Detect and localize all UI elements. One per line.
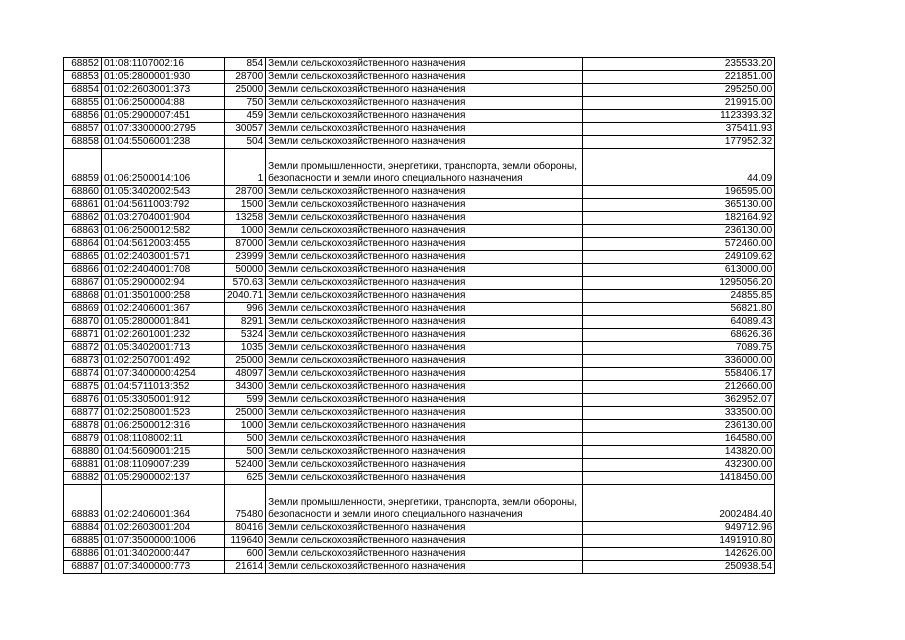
table-row — [64, 251, 775, 264]
row-number-cell: 68877 — [64, 407, 102, 420]
cadastral-number-cell: 01:07:3300000:2795 — [102, 123, 225, 136]
land-category-cell: Земли сельскохозяйственного назначения — [266, 394, 583, 407]
cadastral-number-cell: 01:02:2601001:232 — [102, 329, 225, 342]
cadastral-cost-cell: 333500.00 — [583, 407, 775, 420]
land-category-cell: Земли сельскохозяйственного назначения — [266, 84, 583, 97]
area-cell: 1500 — [225, 199, 266, 212]
row-number-cell: 68887 — [64, 561, 102, 574]
table-row — [64, 58, 775, 71]
row-number-cell: 68873 — [64, 355, 102, 368]
row-number-cell: 68858 — [64, 136, 102, 149]
land-category-cell: Земли сельскохозяйственного назначения — [266, 548, 583, 561]
land-category-cell: Земли сельскохозяйственного назначения — [266, 123, 583, 136]
row-number-cell: 68886 — [64, 548, 102, 561]
table-row — [64, 407, 775, 420]
cadastral-cost-cell: 235533.20 — [583, 58, 775, 71]
cadastral-number-cell: 01:02:2404001:708 — [102, 264, 225, 277]
table-row — [64, 123, 775, 136]
table-row — [64, 459, 775, 472]
land-category-cell: Земли сельскохозяйственного назначения — [266, 110, 583, 123]
cadastral-number-cell: 01:04:5611003:792 — [102, 199, 225, 212]
table-row — [64, 381, 775, 394]
area-cell: 30057 — [225, 123, 266, 136]
area-cell: 750 — [225, 97, 266, 110]
table-row — [64, 186, 775, 199]
cadastral-number-cell: 01:04:5506001:238 — [102, 136, 225, 149]
table-row — [64, 433, 775, 446]
land-register-sheet — [63, 57, 775, 574]
area-cell: 34300 — [225, 381, 266, 394]
table-row — [64, 84, 775, 97]
area-cell: 600 — [225, 548, 266, 561]
cadastral-cost-cell: 2002484.40 — [583, 485, 775, 522]
cadastral-number-cell: 01:07:3500000:1006 — [102, 535, 225, 548]
row-number-cell: 68853 — [64, 71, 102, 84]
cadastral-cost-cell: 432300.00 — [583, 459, 775, 472]
land-category-cell: Земли сельскохозяйственного назначения — [266, 407, 583, 420]
cadastral-number-cell: 01:02:2508001:523 — [102, 407, 225, 420]
cadastral-number-cell: 01:05:3305001:912 — [102, 394, 225, 407]
cadastral-cost-cell: 1123393.32 — [583, 110, 775, 123]
area-cell: 119640 — [225, 535, 266, 548]
table-row — [64, 290, 775, 303]
row-number-cell: 68859 — [64, 149, 102, 186]
cadastral-number-cell: 01:06:2500012:316 — [102, 420, 225, 433]
table-row — [64, 97, 775, 110]
table-row — [64, 71, 775, 84]
row-number-cell: 68869 — [64, 303, 102, 316]
land-category-cell: Земли сельскохозяйственного назначения — [266, 446, 583, 459]
land-category-cell: Земли сельскохозяйственного назначения — [266, 264, 583, 277]
land-category-cell: Земли сельскохозяйственного назначения — [266, 97, 583, 110]
land-category-cell: Земли сельскохозяйственного назначения — [266, 225, 583, 238]
cadastral-number-cell: 01:05:2900002:94 — [102, 277, 225, 290]
cadastral-cost-cell: 56821.80 — [583, 303, 775, 316]
land-category-cell: Земли сельскохозяйственного назначения — [266, 368, 583, 381]
cadastral-cost-cell: 375411.93 — [583, 123, 775, 136]
cadastral-cost-cell: 613000.00 — [583, 264, 775, 277]
table-row — [64, 303, 775, 316]
land-category-cell: Земли сельскохозяйственного назначения — [266, 329, 583, 342]
land-category-cell: Земли сельскохозяйственного назначения — [266, 459, 583, 472]
cadastral-cost-cell: 24855.85 — [583, 290, 775, 303]
table-row — [64, 535, 775, 548]
cadastral-cost-cell: 249109.62 — [583, 251, 775, 264]
area-cell: 25000 — [225, 355, 266, 368]
cadastral-cost-cell: 221851.00 — [583, 71, 775, 84]
row-number-cell: 68867 — [64, 277, 102, 290]
cadastral-cost-cell: 949712.96 — [583, 522, 775, 535]
table-row — [64, 522, 775, 535]
cadastral-cost-cell: 250938.54 — [583, 561, 775, 574]
row-number-cell: 68881 — [64, 459, 102, 472]
table-row — [64, 149, 775, 186]
table-row — [64, 238, 775, 251]
row-number-cell: 68864 — [64, 238, 102, 251]
area-cell: 459 — [225, 110, 266, 123]
table-row — [64, 110, 775, 123]
cadastral-number-cell: 01:08:1107002:16 — [102, 58, 225, 71]
area-cell: 48097 — [225, 368, 266, 381]
row-number-cell: 68865 — [64, 251, 102, 264]
land-category-cell: Земли сельскохозяйственного назначения — [266, 381, 583, 394]
cadastral-number-cell: 01:05:3402001:713 — [102, 342, 225, 355]
land-category-cell: Земли промышленности, энергетики, транспорта, земли обороны, безопасности и земли иного специального назначения — [266, 149, 583, 186]
table-row — [64, 264, 775, 277]
cadastral-cost-cell: 362952.07 — [583, 394, 775, 407]
row-number-cell: 68874 — [64, 368, 102, 381]
cadastral-number-cell: 01:04:5711013:352 — [102, 381, 225, 394]
row-number-cell: 68854 — [64, 84, 102, 97]
table-row — [64, 446, 775, 459]
area-cell: 25000 — [225, 407, 266, 420]
land-category-cell: Земли сельскохозяйственного назначения — [266, 290, 583, 303]
land-category-cell: Земли сельскохозяйственного назначения — [266, 186, 583, 199]
area-cell: 23999 — [225, 251, 266, 264]
cadastral-number-cell: 01:06:2500004:88 — [102, 97, 225, 110]
land-category-cell: Земли сельскохозяйственного назначения — [266, 355, 583, 368]
table-row — [64, 342, 775, 355]
row-number-cell: 68868 — [64, 290, 102, 303]
area-cell: 2040.71 — [225, 290, 266, 303]
area-cell: 996 — [225, 303, 266, 316]
row-number-cell: 68872 — [64, 342, 102, 355]
cadastral-number-cell: 01:01:3501000:258 — [102, 290, 225, 303]
cadastral-number-cell: 01:06:2500014:106 — [102, 149, 225, 186]
cadastral-number-cell: 01:01:3402000:447 — [102, 548, 225, 561]
land-category-cell: Земли сельскохозяйственного назначения — [266, 522, 583, 535]
area-cell: 8291 — [225, 316, 266, 329]
cadastral-cost-cell: 1418450.00 — [583, 472, 775, 485]
cadastral-number-cell: 01:02:2403001:571 — [102, 251, 225, 264]
area-cell: 500 — [225, 446, 266, 459]
row-number-cell: 68878 — [64, 420, 102, 433]
row-number-cell: 68861 — [64, 199, 102, 212]
area-cell: 13258 — [225, 212, 266, 225]
row-number-cell: 68855 — [64, 97, 102, 110]
area-cell: 504 — [225, 136, 266, 149]
land-category-cell: Земли сельскохозяйственного назначения — [266, 316, 583, 329]
area-cell: 52400 — [225, 459, 266, 472]
table-row — [64, 277, 775, 290]
area-cell: 5324 — [225, 329, 266, 342]
area-cell: 570.63 — [225, 277, 266, 290]
row-number-cell: 68884 — [64, 522, 102, 535]
table-row — [64, 394, 775, 407]
area-cell: 50000 — [225, 264, 266, 277]
cadastral-cost-cell: 212660.00 — [583, 381, 775, 394]
area-cell: 80416 — [225, 522, 266, 535]
area-cell: 500 — [225, 433, 266, 446]
area-cell: 1000 — [225, 225, 266, 238]
table-row — [64, 212, 775, 225]
land-category-cell: Земли сельскохозяйственного назначения — [266, 433, 583, 446]
cadastral-number-cell: 01:08:1108002:11 — [102, 433, 225, 446]
cadastral-cost-cell: 7089.75 — [583, 342, 775, 355]
row-number-cell: 68862 — [64, 212, 102, 225]
cadastral-number-cell: 01:07:3400000:4254 — [102, 368, 225, 381]
table-row — [64, 316, 775, 329]
table-row — [64, 368, 775, 381]
row-number-cell: 68882 — [64, 472, 102, 485]
area-cell: 625 — [225, 472, 266, 485]
cadastral-number-cell: 01:04:5609001:215 — [102, 446, 225, 459]
cadastral-cost-cell: 64089.43 — [583, 316, 775, 329]
cadastral-cost-cell: 365130.00 — [583, 199, 775, 212]
cadastral-cost-cell: 236130.00 — [583, 420, 775, 433]
area-cell: 75480 — [225, 485, 266, 522]
table-row — [64, 199, 775, 212]
cadastral-number-cell: 01:05:2800001:930 — [102, 71, 225, 84]
table-body — [64, 58, 775, 574]
table-row — [64, 420, 775, 433]
cadastral-cost-cell: 143820.00 — [583, 446, 775, 459]
row-number-cell: 68876 — [64, 394, 102, 407]
cadastral-number-cell: 01:02:2406001:367 — [102, 303, 225, 316]
row-number-cell: 68883 — [64, 485, 102, 522]
table-row — [64, 355, 775, 368]
table-row — [64, 485, 775, 522]
area-cell: 21614 — [225, 561, 266, 574]
area-cell: 1035 — [225, 342, 266, 355]
land-category-cell: Земли сельскохозяйственного назначения — [266, 342, 583, 355]
cadastral-cost-cell: 44.09 — [583, 149, 775, 186]
area-cell: 28700 — [225, 186, 266, 199]
cadastral-number-cell: 01:08:1109007:239 — [102, 459, 225, 472]
cadastral-number-cell: 01:05:2900002:137 — [102, 472, 225, 485]
table-row — [64, 472, 775, 485]
cadastral-cost-cell: 558406.17 — [583, 368, 775, 381]
cadastral-cost-cell: 295250.00 — [583, 84, 775, 97]
land-category-cell: Земли сельскохозяйственного назначения — [266, 420, 583, 433]
land-category-cell: Земли сельскохозяйственного назначения — [266, 251, 583, 264]
table-row — [64, 561, 775, 574]
table-row — [64, 548, 775, 561]
area-cell: 1 — [225, 149, 266, 186]
cadastral-cost-cell: 177952.32 — [583, 136, 775, 149]
row-number-cell: 68863 — [64, 225, 102, 238]
table-row — [64, 136, 775, 149]
cadastral-number-cell: 01:05:2800001:841 — [102, 316, 225, 329]
cadastral-number-cell: 01:02:2603001:373 — [102, 84, 225, 97]
cadastral-number-cell: 01:05:3402002:543 — [102, 186, 225, 199]
cadastral-cost-cell: 164580.00 — [583, 433, 775, 446]
cadastral-cost-cell: 572460.00 — [583, 238, 775, 251]
cadastral-number-cell: 01:02:2406001:364 — [102, 485, 225, 522]
cadastral-number-cell: 01:02:2507001:492 — [102, 355, 225, 368]
land-category-cell: Земли сельскохозяйственного назначения — [266, 472, 583, 485]
cadastral-cost-cell: 142626.00 — [583, 548, 775, 561]
row-number-cell: 68885 — [64, 535, 102, 548]
land-category-cell: Земли промышленности, энергетики, транспорта, земли обороны, безопасности и земли иного специального назначения — [266, 485, 583, 522]
area-cell: 87000 — [225, 238, 266, 251]
row-number-cell: 68860 — [64, 186, 102, 199]
area-cell: 599 — [225, 394, 266, 407]
land-category-cell: Земли сельскохозяйственного назначения — [266, 212, 583, 225]
row-number-cell: 68875 — [64, 381, 102, 394]
cadastral-cost-cell: 68626.36 — [583, 329, 775, 342]
row-number-cell: 68871 — [64, 329, 102, 342]
land-category-cell: Земли сельскохозяйственного назначения — [266, 136, 583, 149]
table-row — [64, 225, 775, 238]
land-category-cell: Земли сельскохозяйственного назначения — [266, 303, 583, 316]
cadastral-cost-cell: 196595.00 — [583, 186, 775, 199]
land-category-cell: Земли сельскохозяйственного назначения — [266, 277, 583, 290]
row-number-cell: 68870 — [64, 316, 102, 329]
area-cell: 854 — [225, 58, 266, 71]
cadastral-number-cell: 01:06:2500012:582 — [102, 225, 225, 238]
cadastral-cost-cell: 1491910.80 — [583, 535, 775, 548]
land-category-cell: Земли сельскохозяйственного назначения — [266, 58, 583, 71]
cadastral-number-cell: 01:03:2704001:904 — [102, 212, 225, 225]
area-cell: 28700 — [225, 71, 266, 84]
cadastral-cost-cell: 236130.00 — [583, 225, 775, 238]
cadastral-cost-cell: 1295056.20 — [583, 277, 775, 290]
cadastral-number-cell: 01:07:3400000:773 — [102, 561, 225, 574]
cadastral-cost-cell: 182164.92 — [583, 212, 775, 225]
land-category-cell: Земли сельскохозяйственного назначения — [266, 71, 583, 84]
row-number-cell: 68880 — [64, 446, 102, 459]
cadastral-cost-cell: 219915.00 — [583, 97, 775, 110]
row-number-cell: 68866 — [64, 264, 102, 277]
row-number-cell: 68852 — [64, 58, 102, 71]
row-number-cell: 68879 — [64, 433, 102, 446]
land-category-cell: Земли сельскохозяйственного назначения — [266, 535, 583, 548]
row-number-cell: 68857 — [64, 123, 102, 136]
area-cell: 1000 — [225, 420, 266, 433]
land-category-cell: Земли сельскохозяйственного назначения — [266, 199, 583, 212]
cadastral-number-cell: 01:02:2603001:204 — [102, 522, 225, 535]
cadastral-number-cell: 01:05:2900007:451 — [102, 110, 225, 123]
table-row — [64, 329, 775, 342]
cadastral-cost-cell: 336000.00 — [583, 355, 775, 368]
cadastral-number-cell: 01:04:5612003:455 — [102, 238, 225, 251]
land-category-cell: Земли сельскохозяйственного назначения — [266, 238, 583, 251]
land-category-cell: Земли сельскохозяйственного назначения — [266, 561, 583, 574]
land-plots-table — [63, 57, 775, 574]
area-cell: 25000 — [225, 84, 266, 97]
row-number-cell: 68856 — [64, 110, 102, 123]
